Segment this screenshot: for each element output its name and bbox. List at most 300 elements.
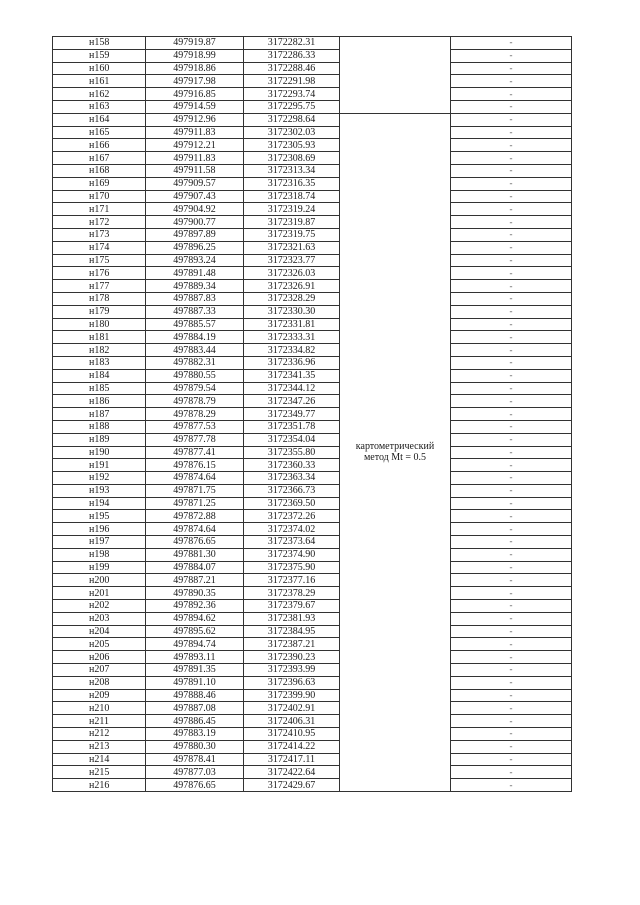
table-row (53, 433, 572, 446)
x-coordinate-cell: 497911.83 (146, 126, 244, 139)
accuracy-cell: - (451, 331, 572, 344)
accuracy-cell: - (451, 113, 572, 126)
table-row (53, 612, 572, 625)
table-row (53, 75, 572, 88)
table-row (53, 523, 572, 536)
y-coordinate-cell: 3172291.98 (244, 75, 340, 88)
x-coordinate-cell: 497912.96 (146, 113, 244, 126)
x-coordinate-cell: 497893.24 (146, 254, 244, 267)
accuracy-cell: - (451, 267, 572, 280)
table-row (53, 113, 572, 126)
accuracy-cell: - (451, 651, 572, 664)
point-id-cell: н162 (53, 88, 146, 101)
accuracy-cell: - (451, 600, 572, 613)
y-coordinate-cell: 3172302.03 (244, 126, 340, 139)
point-id-cell: н195 (53, 510, 146, 523)
point-id-cell: н193 (53, 484, 146, 497)
accuracy-cell: - (451, 254, 572, 267)
accuracy-cell: - (451, 382, 572, 395)
x-coordinate-cell: 497891.35 (146, 664, 244, 677)
point-id-cell: н202 (53, 600, 146, 613)
x-coordinate-cell: 497885.57 (146, 318, 244, 331)
x-coordinate-cell: 497890.35 (146, 587, 244, 600)
x-coordinate-cell: 497880.55 (146, 369, 244, 382)
x-coordinate-cell: 497894.74 (146, 638, 244, 651)
accuracy-cell: - (451, 740, 572, 753)
table-row (53, 382, 572, 395)
accuracy-cell: - (451, 459, 572, 472)
table-row (53, 203, 572, 216)
table-row (53, 664, 572, 677)
accuracy-cell: - (451, 152, 572, 165)
table-row (53, 625, 572, 638)
x-coordinate-cell: 497914.59 (146, 100, 244, 113)
point-id-cell: н165 (53, 126, 146, 139)
accuracy-cell: - (451, 446, 572, 459)
point-id-cell: н205 (53, 638, 146, 651)
y-coordinate-cell: 3172363.34 (244, 472, 340, 485)
x-coordinate-cell: 497909.57 (146, 177, 244, 190)
accuracy-cell: - (451, 62, 572, 75)
y-coordinate-cell: 3172369.50 (244, 497, 340, 510)
y-coordinate-cell: 3172417.11 (244, 753, 340, 766)
point-id-cell: н166 (53, 139, 146, 152)
table-row (53, 574, 572, 587)
y-coordinate-cell: 3172349.77 (244, 408, 340, 421)
y-coordinate-cell: 3172393.99 (244, 664, 340, 677)
table-row (53, 177, 572, 190)
point-id-cell: н200 (53, 574, 146, 587)
x-coordinate-cell: 497876.65 (146, 536, 244, 549)
x-coordinate-cell: 497883.19 (146, 728, 244, 741)
x-coordinate-cell: 497877.53 (146, 420, 244, 433)
method-text-line: метод Mt = 0.5 (363, 452, 427, 464)
coordinates-table (52, 36, 572, 792)
y-coordinate-cell: 3172366.73 (244, 484, 340, 497)
table-row (53, 638, 572, 651)
x-coordinate-cell: 497876.65 (146, 779, 244, 792)
table-row (53, 510, 572, 523)
y-coordinate-cell: 3172375.90 (244, 561, 340, 574)
accuracy-cell: - (451, 369, 572, 382)
table-row (53, 164, 572, 177)
y-coordinate-cell: 3172305.93 (244, 139, 340, 152)
point-id-cell: н213 (53, 740, 146, 753)
accuracy-cell: - (451, 100, 572, 113)
accuracy-cell: - (451, 190, 572, 203)
y-coordinate-cell: 3172347.26 (244, 395, 340, 408)
table-row (53, 779, 572, 792)
y-coordinate-cell: 3172286.33 (244, 49, 340, 62)
accuracy-cell: - (451, 753, 572, 766)
point-id-cell: н174 (53, 241, 146, 254)
table-row (53, 536, 572, 549)
accuracy-cell: - (451, 126, 572, 139)
accuracy-cell: - (451, 523, 572, 536)
x-coordinate-cell: 497888.46 (146, 689, 244, 702)
y-coordinate-cell: 3172295.75 (244, 100, 340, 113)
point-id-cell: н168 (53, 164, 146, 177)
table-row (53, 740, 572, 753)
table-row (53, 689, 572, 702)
point-id-cell: н160 (53, 62, 146, 75)
point-id-cell: н211 (53, 715, 146, 728)
point-id-cell: н209 (53, 689, 146, 702)
y-coordinate-cell: 3172384.95 (244, 625, 340, 638)
x-coordinate-cell: 497894.62 (146, 612, 244, 625)
x-coordinate-cell: 497877.78 (146, 433, 244, 446)
point-id-cell: н188 (53, 420, 146, 433)
table-row (53, 318, 572, 331)
point-id-cell: н173 (53, 228, 146, 241)
point-id-cell: н204 (53, 625, 146, 638)
y-coordinate-cell: 3172373.64 (244, 536, 340, 549)
point-id-cell: н199 (53, 561, 146, 574)
table-row (53, 420, 572, 433)
point-id-cell: н212 (53, 728, 146, 741)
y-coordinate-cell: 3172414.22 (244, 740, 340, 753)
point-id-cell: н164 (53, 113, 146, 126)
x-coordinate-cell: 497878.29 (146, 408, 244, 421)
accuracy-cell: - (451, 49, 572, 62)
x-coordinate-cell: 497877.41 (146, 446, 244, 459)
y-coordinate-cell: 3172396.63 (244, 676, 340, 689)
accuracy-cell: - (451, 612, 572, 625)
y-coordinate-cell: 3172321.63 (244, 241, 340, 254)
y-coordinate-cell: 3172344.12 (244, 382, 340, 395)
table-row (53, 459, 572, 472)
table-row (53, 715, 572, 728)
point-id-cell: н192 (53, 472, 146, 485)
accuracy-cell: - (451, 318, 572, 331)
point-id-cell: н171 (53, 203, 146, 216)
x-coordinate-cell: 497871.75 (146, 484, 244, 497)
y-coordinate-cell: 3172319.75 (244, 228, 340, 241)
x-coordinate-cell: 497879.54 (146, 382, 244, 395)
table-row (53, 395, 572, 408)
table-row (53, 484, 572, 497)
y-coordinate-cell: 3172410.95 (244, 728, 340, 741)
point-id-cell: н167 (53, 152, 146, 165)
x-coordinate-cell: 497880.30 (146, 740, 244, 753)
point-id-cell: н182 (53, 344, 146, 357)
x-coordinate-cell: 497874.64 (146, 523, 244, 536)
accuracy-cell: - (451, 356, 572, 369)
y-coordinate-cell: 3172323.77 (244, 254, 340, 267)
y-coordinate-cell: 3172336.96 (244, 356, 340, 369)
accuracy-cell: - (451, 766, 572, 779)
table-row (53, 753, 572, 766)
point-id-cell: н177 (53, 280, 146, 293)
point-id-cell: н214 (53, 753, 146, 766)
x-coordinate-cell: 497887.83 (146, 292, 244, 305)
x-coordinate-cell: 497918.86 (146, 62, 244, 75)
y-coordinate-cell: 3172406.31 (244, 715, 340, 728)
point-id-cell: н179 (53, 305, 146, 318)
accuracy-cell: - (451, 228, 572, 241)
point-id-cell: н203 (53, 612, 146, 625)
y-coordinate-cell: 3172298.64 (244, 113, 340, 126)
y-coordinate-cell: 3172282.31 (244, 37, 340, 50)
x-coordinate-cell: 497878.41 (146, 753, 244, 766)
point-id-cell: н181 (53, 331, 146, 344)
x-coordinate-cell: 497897.89 (146, 228, 244, 241)
accuracy-cell: - (451, 689, 572, 702)
point-id-cell: н191 (53, 459, 146, 472)
x-coordinate-cell: 497874.64 (146, 472, 244, 485)
table-row (53, 280, 572, 293)
x-coordinate-cell: 497895.62 (146, 625, 244, 638)
x-coordinate-cell: 497881.30 (146, 548, 244, 561)
y-coordinate-cell: 3172374.90 (244, 548, 340, 561)
x-coordinate-cell: 497904.92 (146, 203, 244, 216)
method-cell (340, 113, 451, 791)
y-coordinate-cell: 3172378.29 (244, 587, 340, 600)
method-cell-empty (340, 37, 451, 114)
point-id-cell: н185 (53, 382, 146, 395)
point-id-cell: н186 (53, 395, 146, 408)
table-row (53, 728, 572, 741)
point-id-cell: н197 (53, 536, 146, 549)
table-row (53, 254, 572, 267)
method-text (345, 441, 445, 463)
x-coordinate-cell: 497892.36 (146, 600, 244, 613)
y-coordinate-cell: 3172402.91 (244, 702, 340, 715)
accuracy-cell: - (451, 280, 572, 293)
y-coordinate-cell: 3172360.33 (244, 459, 340, 472)
x-coordinate-cell: 497911.83 (146, 152, 244, 165)
table-row (53, 62, 572, 75)
y-coordinate-cell: 3172355.80 (244, 446, 340, 459)
table-row (53, 446, 572, 459)
x-coordinate-cell: 497911.58 (146, 164, 244, 177)
table-row (53, 561, 572, 574)
x-coordinate-cell: 497896.25 (146, 241, 244, 254)
accuracy-cell: - (451, 715, 572, 728)
y-coordinate-cell: 3172387.21 (244, 638, 340, 651)
x-coordinate-cell: 497872.88 (146, 510, 244, 523)
y-coordinate-cell: 3172333.31 (244, 331, 340, 344)
accuracy-cell: - (451, 37, 572, 50)
point-id-cell: н194 (53, 497, 146, 510)
table-row (53, 139, 572, 152)
table-row (53, 548, 572, 561)
table-row (53, 292, 572, 305)
table-row (53, 49, 572, 62)
accuracy-cell: - (451, 88, 572, 101)
x-coordinate-cell: 497876.15 (146, 459, 244, 472)
table-row (53, 216, 572, 229)
accuracy-cell: - (451, 139, 572, 152)
point-id-cell: н158 (53, 37, 146, 50)
point-id-cell: н169 (53, 177, 146, 190)
point-id-cell: н215 (53, 766, 146, 779)
point-id-cell: н189 (53, 433, 146, 446)
table-row (53, 190, 572, 203)
accuracy-cell: - (451, 75, 572, 88)
table-row (53, 651, 572, 664)
accuracy-cell: - (451, 574, 572, 587)
accuracy-cell: - (451, 625, 572, 638)
y-coordinate-cell: 3172326.91 (244, 280, 340, 293)
table-row (53, 100, 572, 113)
accuracy-cell: - (451, 420, 572, 433)
table-row (53, 37, 572, 50)
y-coordinate-cell: 3172326.03 (244, 267, 340, 280)
x-coordinate-cell: 497887.33 (146, 305, 244, 318)
table-row (53, 344, 572, 357)
y-coordinate-cell: 3172377.16 (244, 574, 340, 587)
accuracy-cell: - (451, 664, 572, 677)
y-coordinate-cell: 3172293.74 (244, 88, 340, 101)
x-coordinate-cell: 497886.45 (146, 715, 244, 728)
x-coordinate-cell: 497907.43 (146, 190, 244, 203)
coordinates-table-body (53, 37, 572, 792)
y-coordinate-cell: 3172319.87 (244, 216, 340, 229)
table-row (53, 331, 572, 344)
x-coordinate-cell: 497893.11 (146, 651, 244, 664)
accuracy-cell: - (451, 728, 572, 741)
y-coordinate-cell: 3172316.35 (244, 177, 340, 190)
x-coordinate-cell: 497912.21 (146, 139, 244, 152)
y-coordinate-cell: 3172313.34 (244, 164, 340, 177)
accuracy-cell: - (451, 702, 572, 715)
table-row (53, 228, 572, 241)
point-id-cell: н187 (53, 408, 146, 421)
y-coordinate-cell: 3172308.69 (244, 152, 340, 165)
point-id-cell: н198 (53, 548, 146, 561)
accuracy-cell: - (451, 548, 572, 561)
table-row (53, 408, 572, 421)
x-coordinate-cell: 497883.44 (146, 344, 244, 357)
accuracy-cell: - (451, 536, 572, 549)
accuracy-cell: - (451, 510, 572, 523)
point-id-cell: н159 (53, 49, 146, 62)
table-row (53, 766, 572, 779)
x-coordinate-cell: 497916.85 (146, 88, 244, 101)
accuracy-cell: - (451, 292, 572, 305)
point-id-cell: н163 (53, 100, 146, 113)
accuracy-cell: - (451, 779, 572, 792)
accuracy-cell: - (451, 203, 572, 216)
x-coordinate-cell: 497887.21 (146, 574, 244, 587)
y-coordinate-cell: 3172330.30 (244, 305, 340, 318)
accuracy-cell: - (451, 484, 572, 497)
table-row (53, 241, 572, 254)
accuracy-cell: - (451, 164, 572, 177)
y-coordinate-cell: 3172379.67 (244, 600, 340, 613)
accuracy-cell: - (451, 177, 572, 190)
accuracy-cell: - (451, 395, 572, 408)
accuracy-cell: - (451, 408, 572, 421)
table-row (53, 472, 572, 485)
point-id-cell: н216 (53, 779, 146, 792)
y-coordinate-cell: 3172429.67 (244, 779, 340, 792)
accuracy-cell: - (451, 433, 572, 446)
accuracy-cell: - (451, 561, 572, 574)
x-coordinate-cell: 497884.19 (146, 331, 244, 344)
point-id-cell: н170 (53, 190, 146, 203)
y-coordinate-cell: 3172331.81 (244, 318, 340, 331)
y-coordinate-cell: 3172319.24 (244, 203, 340, 216)
point-id-cell: н190 (53, 446, 146, 459)
accuracy-cell: - (451, 241, 572, 254)
x-coordinate-cell: 497917.98 (146, 75, 244, 88)
x-coordinate-cell: 497877.03 (146, 766, 244, 779)
point-id-cell: н176 (53, 267, 146, 280)
y-coordinate-cell: 3172288.46 (244, 62, 340, 75)
x-coordinate-cell: 497878.79 (146, 395, 244, 408)
accuracy-cell: - (451, 216, 572, 229)
accuracy-cell: - (451, 472, 572, 485)
y-coordinate-cell: 3172374.02 (244, 523, 340, 536)
table-row (53, 497, 572, 510)
point-id-cell: н206 (53, 651, 146, 664)
y-coordinate-cell: 3172341.35 (244, 369, 340, 382)
y-coordinate-cell: 3172390.23 (244, 651, 340, 664)
accuracy-cell: - (451, 587, 572, 600)
point-id-cell: н183 (53, 356, 146, 369)
point-id-cell: н210 (53, 702, 146, 715)
x-coordinate-cell: 497884.07 (146, 561, 244, 574)
table-row (53, 305, 572, 318)
table-row (53, 676, 572, 689)
x-coordinate-cell: 497887.08 (146, 702, 244, 715)
table-row (53, 702, 572, 715)
y-coordinate-cell: 3172422.64 (244, 766, 340, 779)
point-id-cell: н184 (53, 369, 146, 382)
accuracy-cell: - (451, 638, 572, 651)
table-row (53, 267, 572, 280)
y-coordinate-cell: 3172372.26 (244, 510, 340, 523)
table-row (53, 88, 572, 101)
x-coordinate-cell: 497882.31 (146, 356, 244, 369)
table-row (53, 600, 572, 613)
y-coordinate-cell: 3172328.29 (244, 292, 340, 305)
y-coordinate-cell: 3172334.82 (244, 344, 340, 357)
accuracy-cell: - (451, 676, 572, 689)
y-coordinate-cell: 3172381.93 (244, 612, 340, 625)
point-id-cell: н175 (53, 254, 146, 267)
point-id-cell: н172 (53, 216, 146, 229)
y-coordinate-cell: 3172318.74 (244, 190, 340, 203)
x-coordinate-cell: 497891.48 (146, 267, 244, 280)
x-coordinate-cell: 497918.99 (146, 49, 244, 62)
point-id-cell: н196 (53, 523, 146, 536)
method-text-line: картометрический (355, 441, 435, 453)
point-id-cell: н207 (53, 664, 146, 677)
point-id-cell: н180 (53, 318, 146, 331)
accuracy-cell: - (451, 497, 572, 510)
y-coordinate-cell: 3172351.78 (244, 420, 340, 433)
point-id-cell: н208 (53, 676, 146, 689)
point-id-cell: н178 (53, 292, 146, 305)
point-id-cell: н161 (53, 75, 146, 88)
point-id-cell: н201 (53, 587, 146, 600)
x-coordinate-cell: 497889.34 (146, 280, 244, 293)
x-coordinate-cell: 497900.77 (146, 216, 244, 229)
table-row (53, 152, 572, 165)
table-row (53, 126, 572, 139)
x-coordinate-cell: 497891.10 (146, 676, 244, 689)
x-coordinate-cell: 497871.25 (146, 497, 244, 510)
accuracy-cell: - (451, 344, 572, 357)
accuracy-cell: - (451, 305, 572, 318)
y-coordinate-cell: 3172354.04 (244, 433, 340, 446)
x-coordinate-cell: 497919.87 (146, 37, 244, 50)
y-coordinate-cell: 3172399.90 (244, 689, 340, 702)
coordinates-sheet (52, 36, 571, 792)
